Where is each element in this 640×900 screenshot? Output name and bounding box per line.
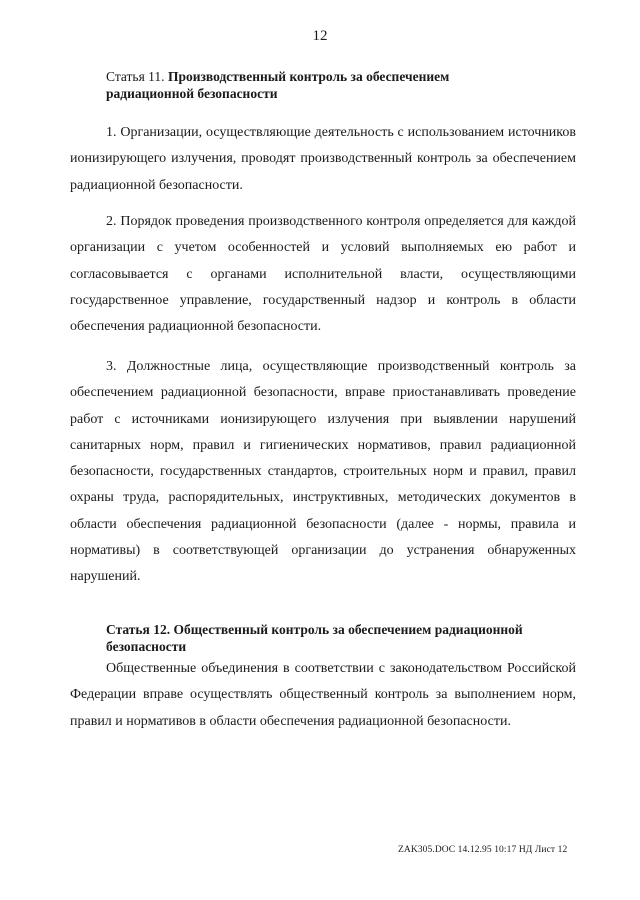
article-11-title: Производственный контроль за обеспечением радиационной безопасности — [106, 69, 450, 101]
article-11-heading — [106, 68, 526, 102]
article-12-heading — [106, 621, 526, 655]
page-number: 12 — [312, 28, 328, 44]
article-11-label: Статья 11. — [106, 69, 168, 84]
article-11-paragraph-1: 1. Организации, осуществляющие деятельность с использованием источников ионизирующего излучения, проводят производственный контроль за обеспечением радиационной безопасности. — [70, 125, 576, 193]
article-12-label: Статья 12. — [106, 622, 174, 637]
article-11-paragraph-3: 3. Должностные лица, осуществляющие производственный контроль за обеспечением радиационной безопасности, вправе приостанавливать проведение работ с источниками ионизирующего излучения при выявлении нарушений санитарных норм, правил и гигиенических нормативов, правил радиационной безопасности, государственных стандартов, строительных норм и правил, правил охраны труда, распорядительных, инструктивных, методических документов в области обеспечения радиационной безопасности (далее - нормы, правила и нормативы) в соответствующей организации до устранения обнаруженных нарушений. — [70, 359, 576, 585]
article-12-title: Общественный контроль за обеспечением радиационной безопасности — [106, 622, 523, 654]
article-11-paragraph-2: 2. Порядок проведения производственного контроля определяется для каждой организации с учетом особенностей и условий выполняемых ею работ и согласовывается с органами исполнительной власти, осуществляющими государственное управление, государственный надзор и контроль в области обеспечения радиационной безопасности. — [70, 214, 576, 335]
article-12-paragraph-1: Общественные объединения в соответствии с законодательством Российской Федерации вправе осуществлять общественный контроль за выполнением норм, правил и нормативов в области обеспечения радиационной безопасности. — [70, 661, 576, 729]
document-footer: ZAK305.DOC 14.12.95 10:17 НД Лист 12 — [398, 845, 568, 855]
